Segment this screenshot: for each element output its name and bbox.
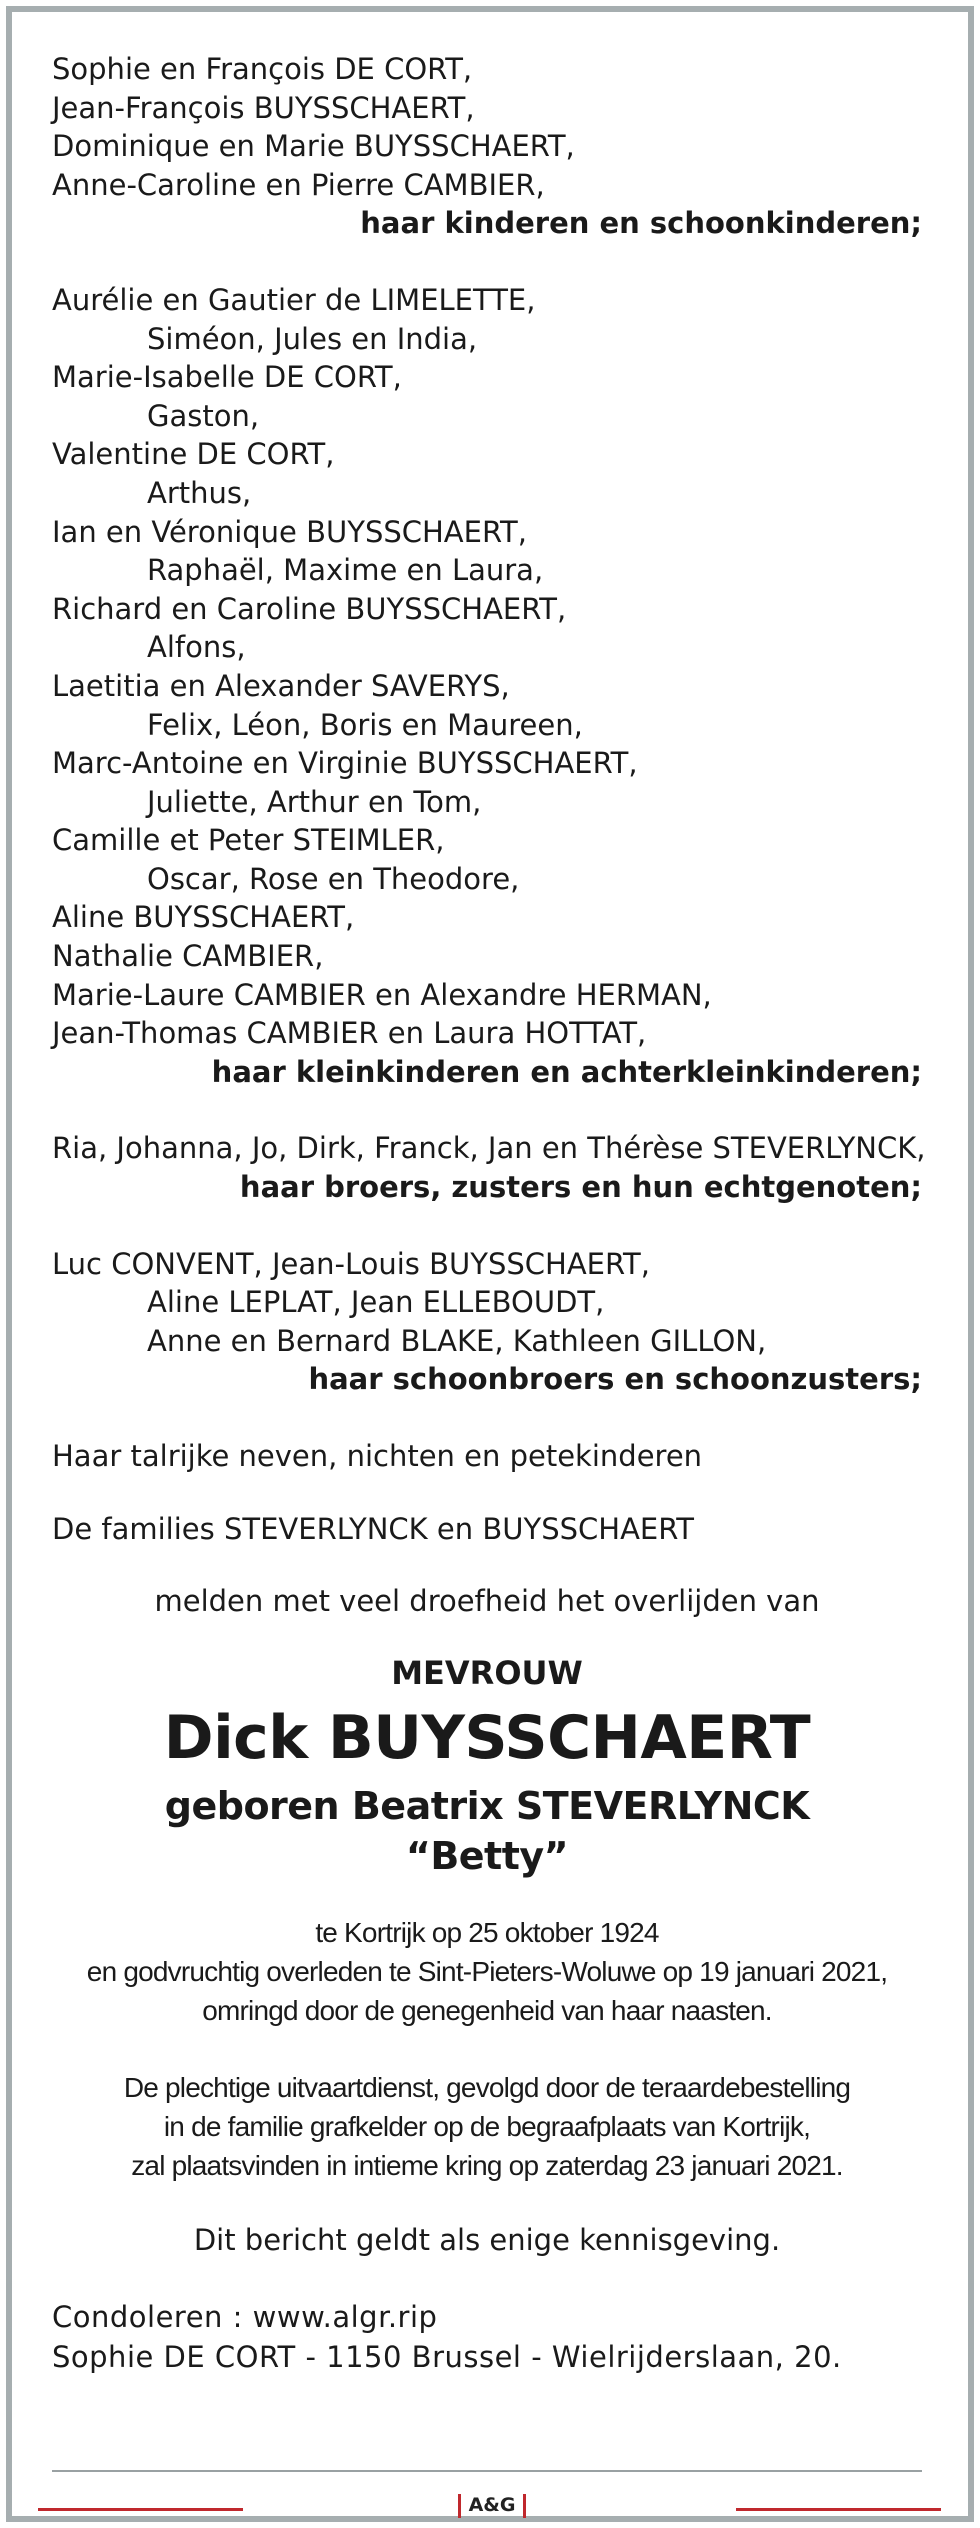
grandchild-line: Valentine DE CORT, (52, 437, 335, 472)
relatives-line: Haar talrijke neven, nichten en petekinderen (52, 1439, 703, 1473)
siblings-line: Ria, Johanna, Jo, Dirk, Franck, Jan en Thérèse STEVERLYNCK, (52, 1131, 926, 1166)
in-laws-role: haar schoonbroers en schoonzusters; (308, 1362, 922, 1397)
deceased-name: Dick BUYSSCHAERT (163, 1702, 811, 1773)
grandchild-line: Marie-Isabelle DE CORT, (52, 360, 402, 395)
address-line: Sophie DE CORT - 1150 Brussel - Wielrijderslaan, 20. (52, 2340, 842, 2375)
announcement-line: melden met veel droefheid het overlijden van (154, 1584, 820, 1619)
condolences-line: Condoleren : www.algr.rip (52, 2300, 438, 2335)
grandchild-line: Laetitia en Alexander SAVERYS, (52, 668, 510, 703)
grandchild-line: Nathalie CAMBIER, (52, 939, 324, 974)
great-grandchild-line: Juliette, Arthur en Tom, (147, 784, 482, 819)
footer (0, 2468, 980, 2518)
logo-text: A&G (468, 2494, 516, 2516)
funeral-line: in de familie grafkelder op de begraafplaats van Kortrijk, (163, 2110, 811, 2142)
child-line: Anne-Caroline en Pierre CAMBIER, (52, 167, 545, 202)
child-line: Jean-François BUYSSCHAERT, (52, 90, 475, 125)
in-law-line: Aline LEPLAT, Jean ELLEBOUDT, (147, 1285, 605, 1320)
footer-accent-left (38, 2508, 243, 2511)
great-grandchild-line: Raphaël, Maxime en Laura, (147, 553, 544, 588)
grandchild-line: Aline BUYSSCHAERT, (52, 900, 355, 935)
grandchild-line: Richard en Caroline BUYSSCHAERT, (52, 591, 567, 626)
birth-line: te Kortrijk op 25 oktober 1924 (315, 1916, 659, 1948)
birth-name: geboren Beatrix STEVERLYNCK (164, 1783, 810, 1828)
in-law-line: Luc CONVENT, Jean-Louis BUYSSCHAERT, (52, 1246, 650, 1281)
footer-divider (52, 2470, 922, 2472)
funeral-line: zal plaatsvinden in intieme kring op zaterdag 23 januari 2021. (131, 2149, 843, 2181)
great-grandchild-line: Gaston, (147, 398, 260, 433)
siblings-role: haar broers, zusters en hun echtgenoten; (239, 1170, 922, 1205)
great-grandchild-line: Felix, Léon, Boris en Maureen, (147, 707, 583, 742)
death-line: en godvruchtig overleden te Sint-Pieters-Woluwe op 19 januari 2021, (86, 1955, 888, 1987)
notice-line: Dit bericht geldt als enige kennisgeving. (193, 2222, 781, 2257)
great-grandchild-line: Siméon, Jules en India, (147, 321, 478, 356)
grandchild-line: Jean-Thomas CAMBIER en Laura HOTTAT, (52, 1016, 647, 1051)
great-grandchild-line: Alfons, (147, 630, 246, 665)
families-line: De families STEVERLYNCK en BUYSSCHAERT (52, 1511, 694, 1546)
salutation: MEVROUW (391, 1653, 583, 1692)
grandchild-line: Marc-Antoine en Virginie BUYSSCHAERT, (52, 746, 638, 781)
grandchild-line: Ian en Véronique BUYSSCHAERT, (52, 514, 527, 549)
great-grandchild-line: Oscar, Rose en Theodore, (147, 861, 520, 896)
great-grandchild-line: Arthus, (147, 475, 252, 510)
publisher-logo (448, 2488, 536, 2522)
funeral-line: De plechtige uitvaartdienst, gevolgd door de teraardebestelling (123, 2071, 851, 2103)
footer-accent-right (736, 2508, 941, 2511)
grandchild-line: Camille et Peter STEIMLER, (52, 823, 445, 858)
children-role: haar kinderen en schoonkinderen; (360, 206, 922, 241)
grandchildren-role: haar kleinkinderen en achterkleinkinderen; (211, 1054, 922, 1089)
child-line: Dominique en Marie BUYSSCHAERT, (52, 129, 575, 164)
nickname: “Betty” (405, 1833, 569, 1878)
obituary-content (52, 50, 926, 2377)
in-law-line: Anne en Bernard BLAKE, Kathleen GILLON, (147, 1323, 767, 1358)
grandchild-line: Aurélie en Gautier de LIMELETTE, (52, 282, 536, 317)
child-line: Sophie en François DE CORT, (52, 52, 473, 86)
grandchild-line: Marie-Laure CAMBIER en Alexandre HERMAN, (52, 977, 712, 1012)
surrounded-line: omringd door de genegenheid van haar naasten. (202, 1994, 772, 2026)
